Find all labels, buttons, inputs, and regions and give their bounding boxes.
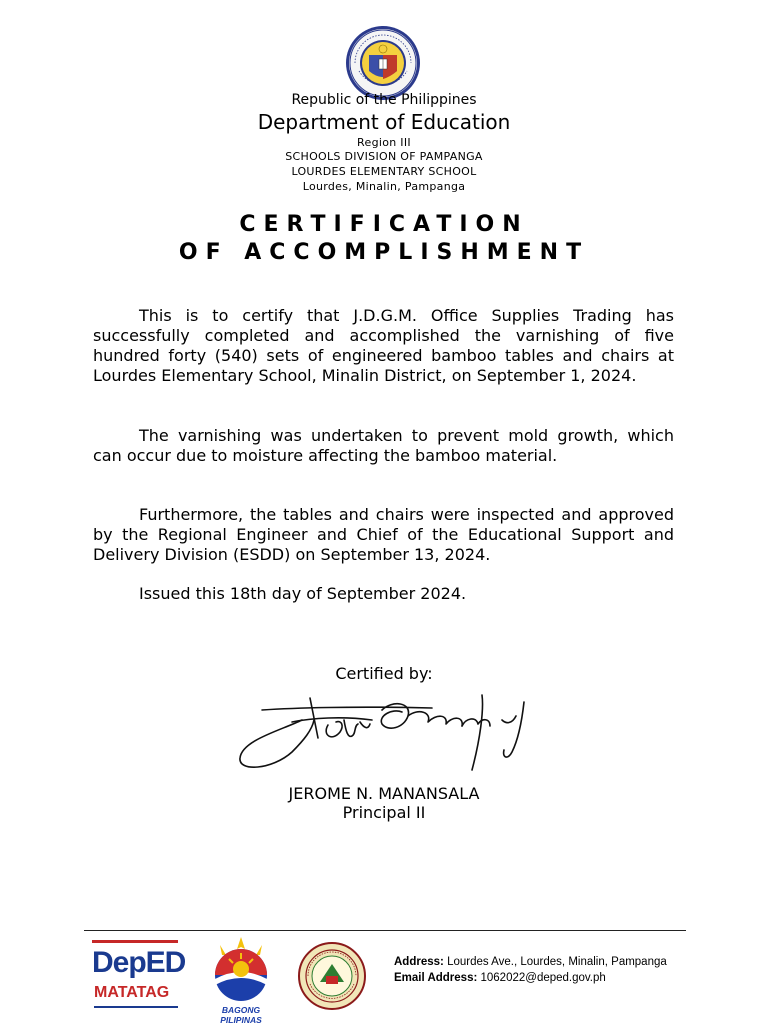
matatag-text: MATATAG: [94, 984, 170, 1001]
deped-logo-text: DepED: [92, 946, 186, 979]
body-paragraph-2: The varnishing was undertaken to prevent mold growth, which can occur due to moisture affecting the bamboo material.: [93, 426, 674, 465]
deped-seal-logo: [345, 25, 421, 101]
footer-divider: [84, 930, 686, 931]
school-heading: LOURDES ELEMENTARY SCHOOL: [291, 165, 477, 178]
deped-matatag-logo: [92, 940, 186, 1016]
body-paragraph-3: Furthermore, the tables and chairs were inspected and approved by the Regional Engineer and Chief of the Educational Support and Delivery Division (ESDD) on September 13, 2024.: [93, 505, 674, 564]
certificate-title-line2: OF ACCOMPLISHMENT: [178, 240, 590, 265]
bagong-pilipinas-logo: [200, 935, 282, 1025]
footer-email-line: [394, 972, 606, 984]
department-heading: Department of Education: [257, 110, 511, 134]
issued-date-line: Issued this 18th day of September 2024.: [139, 584, 467, 603]
signatory-position: Principal II: [342, 803, 426, 822]
handwritten-signature: [232, 680, 542, 780]
address-label: Address:: [394, 956, 444, 968]
region-heading: Region III: [357, 136, 411, 149]
footer-address-line: [394, 956, 667, 968]
bagong-pilipinas-emblem: [200, 935, 282, 1005]
email-label: Email Address:: [394, 972, 478, 984]
address-value: Lourdes Ave., Lourdes, Minalin, Pampanga: [447, 956, 667, 968]
division-heading: SCHOOLS DIVISION OF PAMPANGA: [285, 150, 483, 163]
republic-heading: Republic of the Philippines: [291, 92, 477, 108]
certificate-title-line1: CERTIFICATION: [239, 212, 529, 237]
email-value: 1062022@deped.gov.ph: [480, 972, 606, 984]
signatory-name: JEROME N. MANANSALA: [288, 784, 480, 803]
bagong-pilipinas-text: BAGONG PILIPINAS: [220, 1005, 262, 1025]
location-heading: Lourdes, Minalin, Pampanga: [302, 180, 466, 193]
certified-by-label: Certified by:: [335, 664, 433, 683]
body-paragraph-1: This is to certify that J.D.G.M. Office Supplies Trading has successfully completed and accomplished the varnishing of five hundred forty (540) sets of engineered bamboo tables and chairs at Lourdes Elementary School, Minalin District, on September 1, 2024.: [93, 306, 674, 385]
school-seal-logo: [298, 942, 366, 1010]
